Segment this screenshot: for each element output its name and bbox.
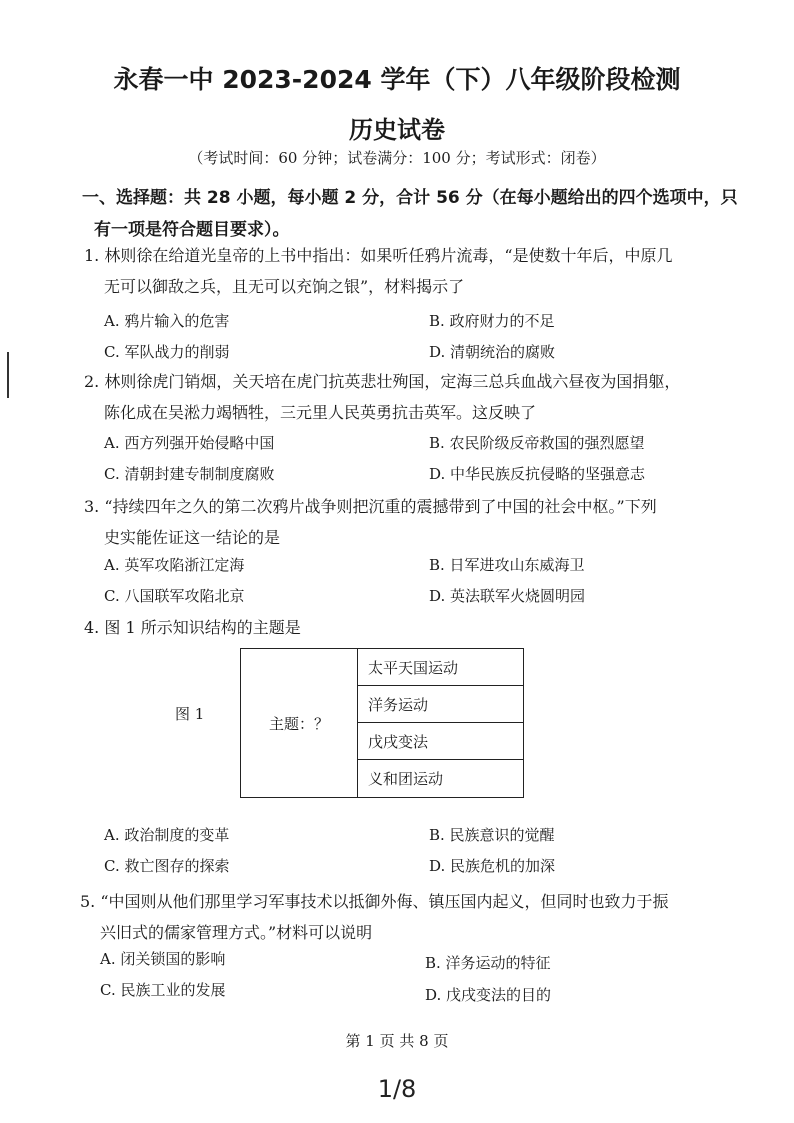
question-5 (80, 886, 770, 948)
option-c: C. 清朝封建专制制度腐败 (104, 465, 275, 483)
option-b: B. 政府财力的不足 (429, 312, 555, 330)
option-b: B. 农民阶级反帝救国的强烈愿望 (429, 434, 645, 452)
option-a: A. 政治制度的变革 (104, 826, 230, 844)
section-heading (82, 182, 772, 246)
option-c: C. 民族工业的发展 (100, 981, 226, 999)
figure-label: 图 1 (175, 705, 205, 723)
question-stem-cont: 无可以御敌之兵，且无可以充饷之银”，材料揭示了 (104, 277, 465, 296)
option-b: B. 洋务运动的特征 (425, 954, 551, 972)
knowledge-structure-diagram (240, 648, 524, 798)
option-c: C. 救亡图存的探索 (104, 857, 230, 875)
option-d: D. 民族危机的加深 (429, 857, 556, 875)
question-3 (84, 491, 774, 553)
exam-title: 永春一中 2023-2024 学年（下）八年级阶段检测 (113, 65, 681, 94)
exam-info: （考试时间：60 分钟；试卷满分：100 分；考试形式：闭卷） (188, 149, 606, 167)
question-2 (84, 366, 774, 428)
exam-subject: 历史试卷 (349, 116, 445, 144)
question-stem: 3. “持续四年之久的第二次鸦片战争则把沉重的震撼带到了中国的社会中枢。”下列 (84, 497, 657, 516)
option-d: D. 中华民族反抗侵略的坚强意志 (429, 465, 646, 483)
question-stem: 2. 林则徐虎门销烟，关天培在虎门抗英悲壮殉国，定海三总兵血战六昼夜为国捐躯， (84, 372, 681, 391)
question-4 (84, 612, 774, 643)
question-1 (84, 240, 774, 302)
diagram-item: 洋务运动 (358, 686, 523, 723)
diagram-item: 义和团运动 (368, 769, 444, 788)
option-a: A. 鸦片输入的危害 (104, 312, 230, 330)
option-a: A. 西方列强开始侵略中国 (104, 434, 275, 452)
section-heading-line2: 有一项是符合题目要求）。 (94, 220, 290, 240)
diagram-theme: 主题：？ (241, 649, 358, 797)
diagram-items (358, 649, 523, 797)
option-a: A. 闭关锁国的影响 (100, 950, 226, 968)
question-stem: 4. 图 1 所示知识结构的主题是 (84, 618, 301, 637)
question-stem-cont: 兴旧式的儒家管理方式。”材料可以说明 (100, 923, 373, 942)
page-footer: 第 1 页 共 8 页 (345, 1032, 449, 1050)
option-c: C. 八国联军攻陷北京 (104, 587, 245, 605)
page-counter: 1/8 (377, 1075, 417, 1103)
diagram-item: 太平天国运动 (358, 649, 523, 686)
option-a: A. 英军攻陷浙江定海 (104, 556, 245, 574)
option-d: D. 英法联军火烧圆明园 (429, 587, 586, 605)
question-stem-cont: 陈化成在吴淞力竭牺牲，三元里人民英勇抗击英军。这反映了 (104, 403, 537, 422)
option-c: C. 军队战力的削弱 (104, 343, 230, 361)
section-heading-line1: 一、选择题：共 28 小题，每小题 2 分，合计 56 分（在每小题给出的四个选项中，只 (82, 188, 738, 208)
scan-margin-mark (7, 352, 9, 398)
diagram-item: 戊戌变法 (358, 723, 523, 760)
option-b: B. 日军进攻山东威海卫 (429, 556, 585, 574)
option-d: D. 戊戌变法的目的 (425, 986, 552, 1004)
question-stem: 5. “中国则从他们那里学习军事技术以抵御外侮、镇压国内起义，但同时也致力于振 (80, 892, 669, 911)
question-stem: 1. 林则徐在给道光皇帝的上书中指出：如果听任鸦片流毒，“是使数十年后，中原几 (84, 246, 673, 265)
option-d: D. 清朝统治的腐败 (429, 343, 556, 361)
option-b: B. 民族意识的觉醒 (429, 826, 555, 844)
question-stem-cont: 史实能佐证这一结论的是 (104, 528, 281, 547)
